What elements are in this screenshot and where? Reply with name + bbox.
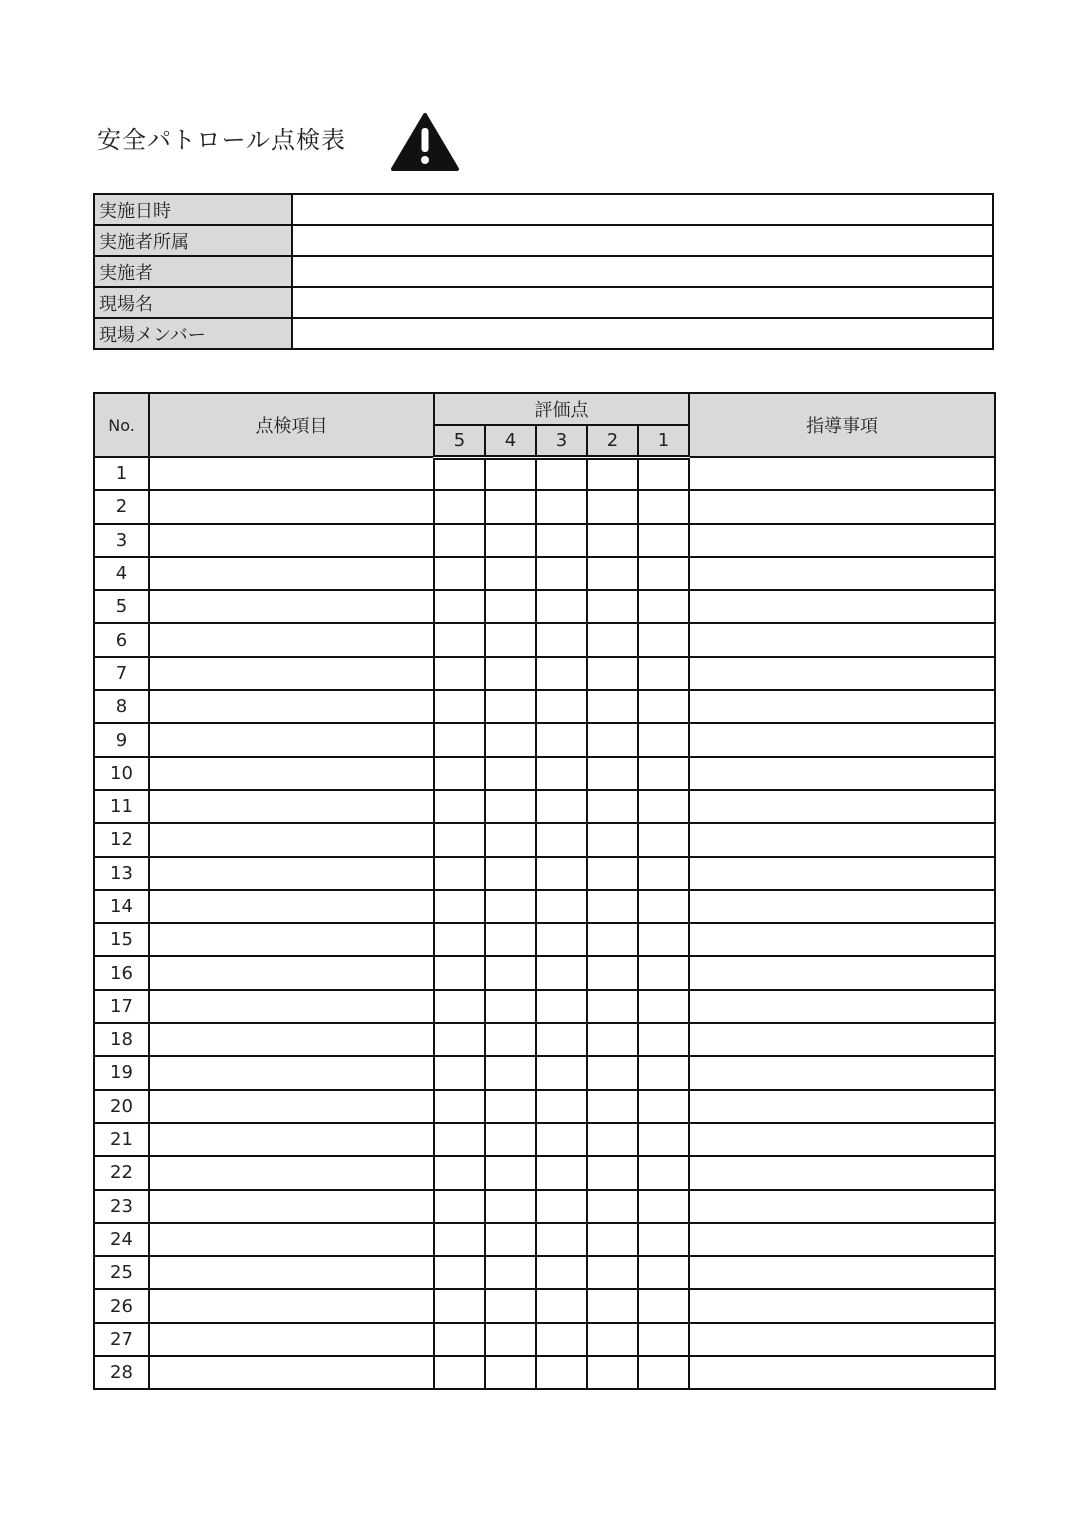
inspection-item-cell[interactable] [149, 956, 434, 989]
table-row [94, 990, 995, 1023]
score-1-cell[interactable] [638, 790, 689, 823]
score-5-cell[interactable] [434, 1156, 485, 1189]
score-1-cell[interactable] [638, 823, 689, 856]
warning-icon [390, 112, 460, 172]
score-4-cell[interactable] [485, 557, 536, 590]
header-score-1: 1 [638, 425, 689, 457]
inspection-item-cell[interactable] [149, 690, 434, 723]
score-2-cell[interactable] [587, 1156, 638, 1189]
score-3-cell[interactable] [536, 1256, 587, 1289]
row-number: 8 [94, 690, 149, 723]
score-1-cell[interactable] [638, 956, 689, 989]
score-3-cell[interactable] [536, 890, 587, 923]
score-2-cell[interactable] [587, 1190, 638, 1223]
score-5-cell[interactable] [434, 790, 485, 823]
score-3-cell[interactable] [536, 1190, 587, 1223]
row-number: 14 [94, 890, 149, 923]
inspection-item-cell[interactable] [149, 1156, 434, 1189]
score-3-cell[interactable] [536, 1156, 587, 1189]
inspection-item-cell[interactable] [149, 490, 434, 523]
guidance-cell[interactable] [689, 890, 995, 923]
score-3-cell[interactable] [536, 490, 587, 523]
score-4-cell[interactable] [485, 923, 536, 956]
header-score-5: 5 [434, 425, 485, 457]
score-3-cell[interactable] [536, 757, 587, 790]
table-row [94, 457, 995, 490]
guidance-cell[interactable] [689, 790, 995, 823]
row-number: 10 [94, 757, 149, 790]
row-number: 9 [94, 723, 149, 756]
guidance-cell[interactable] [689, 857, 995, 890]
score-3-cell[interactable] [536, 524, 587, 557]
table-row [94, 690, 995, 723]
score-4-cell[interactable] [485, 857, 536, 890]
score-2-cell[interactable] [587, 1023, 638, 1056]
score-3-cell[interactable] [536, 790, 587, 823]
score-2-cell[interactable] [587, 623, 638, 656]
inspection-item-cell[interactable] [149, 757, 434, 790]
score-4-cell[interactable] [485, 723, 536, 756]
page-title: 安全パトロール点検表 [97, 126, 347, 154]
guidance-cell[interactable] [689, 1156, 995, 1189]
guidance-cell[interactable] [689, 623, 995, 656]
info-label: 実施者 [94, 256, 292, 287]
score-1-cell[interactable] [638, 690, 689, 723]
guidance-cell[interactable] [689, 1256, 995, 1289]
score-2-cell[interactable] [587, 890, 638, 923]
score-1-cell[interactable] [638, 1090, 689, 1123]
score-4-cell[interactable] [485, 524, 536, 557]
row-number: 12 [94, 823, 149, 856]
score-5-cell[interactable] [434, 990, 485, 1023]
score-4-cell[interactable] [485, 1223, 536, 1256]
table-row [94, 623, 995, 656]
score-2-cell[interactable] [587, 757, 638, 790]
score-3-cell[interactable] [536, 1223, 587, 1256]
score-4-cell[interactable] [485, 1156, 536, 1189]
score-5-cell[interactable] [434, 1323, 485, 1356]
guidance-cell[interactable] [689, 723, 995, 756]
score-3-cell[interactable] [536, 1056, 587, 1089]
score-2-cell[interactable] [587, 690, 638, 723]
inspection-item-cell[interactable] [149, 1223, 434, 1256]
score-4-cell[interactable] [485, 1090, 536, 1123]
info-table [93, 193, 994, 350]
inspection-item-cell[interactable] [149, 623, 434, 656]
row-number: 11 [94, 790, 149, 823]
inspection-item-cell[interactable] [149, 923, 434, 956]
score-2-cell[interactable] [587, 1323, 638, 1356]
score-1-cell[interactable] [638, 1323, 689, 1356]
table-row [94, 1023, 995, 1056]
header-score-group: 評価点 [434, 393, 689, 425]
info-label: 現場名 [94, 287, 292, 318]
score-5-cell[interactable] [434, 657, 485, 690]
row-number: 27 [94, 1323, 149, 1356]
score-2-cell[interactable] [587, 1223, 638, 1256]
score-2-cell[interactable] [587, 457, 638, 490]
inspection-item-cell[interactable] [149, 723, 434, 756]
table-row [94, 1156, 995, 1189]
score-3-cell[interactable] [536, 956, 587, 989]
row-number: 1 [94, 457, 149, 490]
score-2-cell[interactable] [587, 823, 638, 856]
inspection-item-cell[interactable] [149, 457, 434, 490]
inspection-item-cell[interactable] [149, 790, 434, 823]
score-4-cell[interactable] [485, 1256, 536, 1289]
score-1-cell[interactable] [638, 1190, 689, 1223]
inspection-item-cell[interactable] [149, 823, 434, 856]
row-number: 13 [94, 857, 149, 890]
score-1-cell[interactable] [638, 557, 689, 590]
table-row [94, 890, 995, 923]
score-5-cell[interactable] [434, 1023, 485, 1056]
header-score-3: 3 [536, 425, 587, 457]
score-2-cell[interactable] [587, 590, 638, 623]
score-4-cell[interactable] [485, 623, 536, 656]
score-1-cell[interactable] [638, 1023, 689, 1056]
row-number: 6 [94, 623, 149, 656]
guidance-cell[interactable] [689, 490, 995, 523]
table-row [94, 956, 995, 989]
guidance-cell[interactable] [689, 657, 995, 690]
row-number: 22 [94, 1156, 149, 1189]
info-label: 現場メンバー [94, 318, 292, 349]
table-row [94, 590, 995, 623]
score-3-cell[interactable] [536, 823, 587, 856]
score-4-cell[interactable] [485, 790, 536, 823]
score-1-cell[interactable] [638, 990, 689, 1023]
table-row [94, 757, 995, 790]
table-row [94, 1289, 995, 1322]
score-1-cell[interactable] [638, 1223, 689, 1256]
inspection-item-cell[interactable] [149, 657, 434, 690]
info-value-field[interactable] [292, 287, 993, 318]
score-4-cell[interactable] [485, 990, 536, 1023]
score-3-cell[interactable] [536, 1289, 587, 1322]
score-2-cell[interactable] [587, 1356, 638, 1389]
score-1-cell[interactable] [638, 457, 689, 490]
score-2-cell[interactable] [587, 1256, 638, 1289]
row-number: 18 [94, 1023, 149, 1056]
score-5-cell[interactable] [434, 690, 485, 723]
inspection-item-cell[interactable] [149, 1289, 434, 1322]
score-2-cell[interactable] [587, 1090, 638, 1123]
row-number: 28 [94, 1356, 149, 1389]
score-2-cell[interactable] [587, 790, 638, 823]
guidance-cell[interactable] [689, 590, 995, 623]
score-1-cell[interactable] [638, 1289, 689, 1322]
score-1-cell[interactable] [638, 1123, 689, 1156]
table-row [94, 823, 995, 856]
score-5-cell[interactable] [434, 823, 485, 856]
score-4-cell[interactable] [485, 890, 536, 923]
inspection-item-cell[interactable] [149, 590, 434, 623]
table-row [94, 524, 995, 557]
inspection-item-cell[interactable] [149, 1356, 434, 1389]
row-number: 5 [94, 590, 149, 623]
score-4-cell[interactable] [485, 490, 536, 523]
row-number: 25 [94, 1256, 149, 1289]
score-3-cell[interactable] [536, 1123, 587, 1156]
guidance-cell[interactable] [689, 990, 995, 1023]
score-3-cell[interactable] [536, 457, 587, 490]
score-1-cell[interactable] [638, 590, 689, 623]
guidance-cell[interactable] [689, 1123, 995, 1156]
guidance-cell[interactable] [689, 1223, 995, 1256]
score-5-cell[interactable] [434, 1289, 485, 1322]
inspection-item-cell[interactable] [149, 990, 434, 1023]
score-5-cell[interactable] [434, 890, 485, 923]
inspection-item-cell[interactable] [149, 1023, 434, 1056]
table-row [94, 657, 995, 690]
table-row [94, 1123, 995, 1156]
score-4-cell[interactable] [485, 1023, 536, 1056]
table-row [94, 1323, 995, 1356]
table-row [94, 1056, 995, 1089]
score-5-cell[interactable] [434, 1256, 485, 1289]
header-score-2: 2 [587, 425, 638, 457]
score-4-cell[interactable] [485, 457, 536, 490]
table-row [94, 1356, 995, 1389]
score-5-cell[interactable] [434, 590, 485, 623]
score-5-cell[interactable] [434, 723, 485, 756]
table-row [94, 857, 995, 890]
guidance-cell[interactable] [689, 1023, 995, 1056]
info-row [94, 225, 993, 256]
score-5-cell[interactable] [434, 1056, 485, 1089]
guidance-cell[interactable] [689, 1190, 995, 1223]
score-3-cell[interactable] [536, 723, 587, 756]
score-3-cell[interactable] [536, 657, 587, 690]
score-3-cell[interactable] [536, 590, 587, 623]
row-number: 4 [94, 557, 149, 590]
guidance-cell[interactable] [689, 524, 995, 557]
table-row [94, 557, 995, 590]
score-5-cell[interactable] [434, 1190, 485, 1223]
guidance-cell[interactable] [689, 690, 995, 723]
guidance-cell[interactable] [689, 956, 995, 989]
score-5-cell[interactable] [434, 1090, 485, 1123]
score-1-cell[interactable] [638, 1356, 689, 1389]
inspection-item-cell[interactable] [149, 1123, 434, 1156]
score-2-cell[interactable] [587, 657, 638, 690]
score-4-cell[interactable] [485, 1123, 536, 1156]
guidance-cell[interactable] [689, 1356, 995, 1389]
header-guidance: 指導事項 [689, 393, 995, 457]
row-number: 19 [94, 1056, 149, 1089]
inspection-item-cell[interactable] [149, 1090, 434, 1123]
score-5-cell[interactable] [434, 1356, 485, 1389]
score-3-cell[interactable] [536, 990, 587, 1023]
inspection-table [93, 392, 996, 1390]
guidance-cell[interactable] [689, 823, 995, 856]
guidance-cell[interactable] [689, 1289, 995, 1322]
info-label: 実施者所属 [94, 225, 292, 256]
score-4-cell[interactable] [485, 690, 536, 723]
score-5-cell[interactable] [434, 1123, 485, 1156]
score-3-cell[interactable] [536, 557, 587, 590]
table-row [94, 723, 995, 756]
row-number: 17 [94, 990, 149, 1023]
score-2-cell[interactable] [587, 956, 638, 989]
guidance-cell[interactable] [689, 457, 995, 490]
row-number: 3 [94, 524, 149, 557]
score-4-cell[interactable] [485, 1056, 536, 1089]
table-row [94, 1256, 995, 1289]
score-5-cell[interactable] [434, 524, 485, 557]
score-5-cell[interactable] [434, 623, 485, 656]
header-score-4: 4 [485, 425, 536, 457]
score-5-cell[interactable] [434, 757, 485, 790]
row-number: 23 [94, 1190, 149, 1223]
score-5-cell[interactable] [434, 490, 485, 523]
score-1-cell[interactable] [638, 923, 689, 956]
score-3-cell[interactable] [536, 623, 587, 656]
row-number: 7 [94, 657, 149, 690]
score-3-cell[interactable] [536, 857, 587, 890]
inspection-item-cell[interactable] [149, 1190, 434, 1223]
row-number: 24 [94, 1223, 149, 1256]
score-3-cell[interactable] [536, 1023, 587, 1056]
row-number: 20 [94, 1090, 149, 1123]
score-2-cell[interactable] [587, 490, 638, 523]
score-5-cell[interactable] [434, 956, 485, 989]
row-number: 15 [94, 923, 149, 956]
score-4-cell[interactable] [485, 757, 536, 790]
info-value-field[interactable] [292, 318, 993, 349]
header-inspection-item: 点検項目 [149, 393, 434, 457]
score-2-cell[interactable] [587, 557, 638, 590]
score-3-cell[interactable] [536, 1323, 587, 1356]
score-5-cell[interactable] [434, 557, 485, 590]
info-row [94, 318, 993, 349]
info-row [94, 287, 993, 318]
info-value-field[interactable] [292, 194, 993, 225]
score-2-cell[interactable] [587, 524, 638, 557]
inspection-item-cell[interactable] [149, 1056, 434, 1089]
info-row [94, 194, 993, 225]
score-1-cell[interactable] [638, 657, 689, 690]
score-1-cell[interactable] [638, 890, 689, 923]
info-value-field[interactable] [292, 256, 993, 287]
inspection-item-cell[interactable] [149, 524, 434, 557]
info-row [94, 256, 993, 287]
score-1-cell[interactable] [638, 857, 689, 890]
guidance-cell[interactable] [689, 757, 995, 790]
guidance-cell[interactable] [689, 1056, 995, 1089]
guidance-cell[interactable] [689, 923, 995, 956]
score-1-cell[interactable] [638, 757, 689, 790]
score-3-cell[interactable] [536, 923, 587, 956]
score-4-cell[interactable] [485, 956, 536, 989]
row-number: 2 [94, 490, 149, 523]
score-4-cell[interactable] [485, 823, 536, 856]
score-3-cell[interactable] [536, 1090, 587, 1123]
guidance-cell[interactable] [689, 1323, 995, 1356]
guidance-cell[interactable] [689, 557, 995, 590]
score-2-cell[interactable] [587, 723, 638, 756]
inspection-item-cell[interactable] [149, 1256, 434, 1289]
score-2-cell[interactable] [587, 990, 638, 1023]
table-row [94, 790, 995, 823]
score-3-cell[interactable] [536, 1356, 587, 1389]
score-2-cell[interactable] [587, 1056, 638, 1089]
score-1-cell[interactable] [638, 1156, 689, 1189]
header-no: No. [94, 393, 149, 457]
table-row [94, 1090, 995, 1123]
score-1-cell[interactable] [638, 1056, 689, 1089]
guidance-cell[interactable] [689, 1090, 995, 1123]
score-4-cell[interactable] [485, 1323, 536, 1356]
inspection-item-cell[interactable] [149, 857, 434, 890]
row-number: 21 [94, 1123, 149, 1156]
score-4-cell[interactable] [485, 590, 536, 623]
inspection-item-cell[interactable] [149, 890, 434, 923]
score-4-cell[interactable] [485, 1190, 536, 1223]
score-1-cell[interactable] [638, 490, 689, 523]
inspection-item-cell[interactable] [149, 557, 434, 590]
table-row [94, 1190, 995, 1223]
score-1-cell[interactable] [638, 524, 689, 557]
inspection-item-cell[interactable] [149, 1323, 434, 1356]
score-2-cell[interactable] [587, 1123, 638, 1156]
table-row [94, 923, 995, 956]
score-5-cell[interactable] [434, 857, 485, 890]
table-row [94, 490, 995, 523]
score-2-cell[interactable] [587, 1289, 638, 1322]
row-number: 26 [94, 1289, 149, 1322]
score-1-cell[interactable] [638, 723, 689, 756]
table-row [94, 1223, 995, 1256]
score-2-cell[interactable] [587, 857, 638, 890]
score-2-cell[interactable] [587, 923, 638, 956]
score-1-cell[interactable] [638, 623, 689, 656]
score-4-cell[interactable] [485, 1289, 536, 1322]
score-5-cell[interactable] [434, 457, 485, 490]
score-5-cell[interactable] [434, 1223, 485, 1256]
score-1-cell[interactable] [638, 1256, 689, 1289]
info-value-field[interactable] [292, 225, 993, 256]
info-label: 実施日時 [94, 194, 292, 225]
score-5-cell[interactable] [434, 923, 485, 956]
score-4-cell[interactable] [485, 1356, 536, 1389]
score-3-cell[interactable] [536, 690, 587, 723]
score-4-cell[interactable] [485, 657, 536, 690]
row-number: 16 [94, 956, 149, 989]
